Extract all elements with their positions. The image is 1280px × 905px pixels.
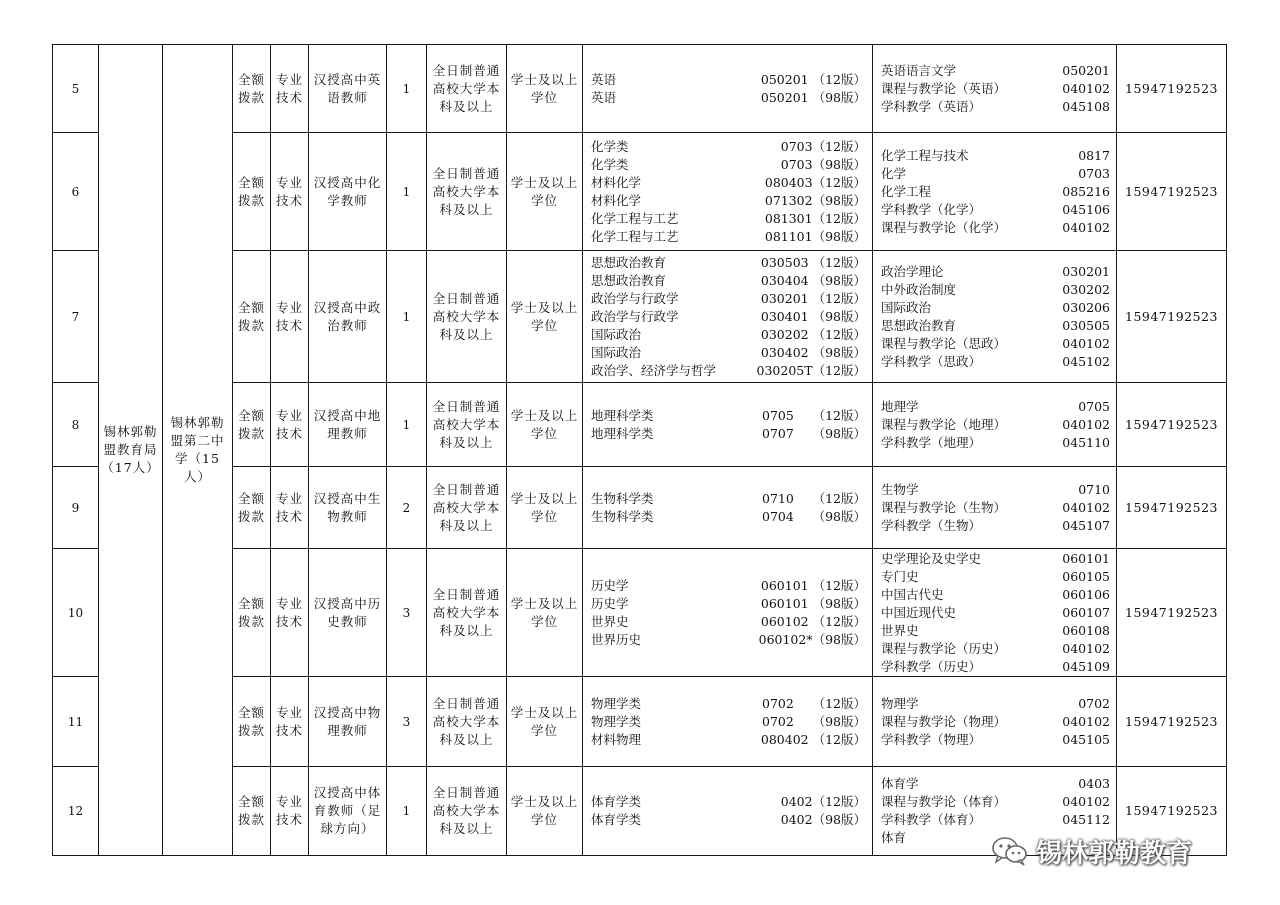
major-name: 地理科学类 xyxy=(591,425,654,441)
major-code: 0707 （98版） xyxy=(762,425,866,441)
major-name: 历史学 xyxy=(591,577,629,593)
position-name-cell: 汉授高中生物教师 xyxy=(309,467,387,549)
major-code: 050201 （98版） xyxy=(760,89,866,105)
major-item xyxy=(591,138,866,156)
major-code: 060106 xyxy=(1062,586,1110,602)
major-code: 060105 xyxy=(1062,568,1110,584)
major-name: 课程与教学论（化学） xyxy=(881,219,1007,235)
funding-cell: 全额拨款 xyxy=(233,133,271,251)
row-number: 11 xyxy=(53,677,99,767)
major-name: 课程与教学论（思政） xyxy=(881,335,1007,351)
major-item xyxy=(881,416,1110,434)
major-item xyxy=(591,308,866,326)
contact-phone: 15947192523 xyxy=(1117,251,1227,383)
major-item xyxy=(591,811,866,829)
major-name: 政治学理论 xyxy=(881,263,944,279)
funding-cell: 全额拨款 xyxy=(233,251,271,383)
major-code: 030505 xyxy=(1062,317,1110,333)
major-name: 学科教学（思政） xyxy=(881,353,982,369)
major-name: 世界史 xyxy=(591,613,629,629)
undergrad-majors-cell xyxy=(583,549,873,677)
major-code: 060102 （12版） xyxy=(760,613,866,629)
undergrad-majors-cell xyxy=(583,383,873,467)
major-name: 学科教学（历史） xyxy=(881,658,982,674)
major-item xyxy=(591,71,866,89)
major-name: 专门史 xyxy=(881,568,919,584)
major-name: 学科教学（物理） xyxy=(881,731,982,747)
major-code: 0703（98版） xyxy=(780,156,866,172)
major-name: 课程与教学论（历史） xyxy=(881,640,1007,656)
major-code: 045107 xyxy=(1062,517,1110,533)
postgrad-majors-cell xyxy=(873,133,1117,251)
major-item xyxy=(881,183,1110,201)
major-item xyxy=(591,577,866,595)
major-code: 040102 xyxy=(1062,499,1110,515)
major-name: 学科教学（化学） xyxy=(881,201,982,217)
postgrad-majors-cell xyxy=(873,549,1117,677)
major-name: 化学类 xyxy=(591,138,629,154)
row-number: 7 xyxy=(53,251,99,383)
major-item xyxy=(591,731,866,749)
major-code: 060107 xyxy=(1062,604,1110,620)
contact-phone: 15947192523 xyxy=(1117,677,1227,767)
major-name: 政治学、经济学与哲学 xyxy=(591,362,717,378)
major-item xyxy=(881,586,1110,604)
major-code: 0703 xyxy=(1078,165,1110,181)
major-name: 思想政治教育 xyxy=(881,317,957,333)
major-code: 045112 xyxy=(1062,812,1110,827)
major-item xyxy=(881,550,1110,568)
major-item xyxy=(881,317,1110,335)
contact-phone: 15947192523 xyxy=(1117,383,1227,467)
major-code: 0710 xyxy=(1078,481,1110,497)
major-item xyxy=(591,631,866,649)
major-name: 学科教学（体育） xyxy=(881,812,982,827)
major-code: 080402 （12版） xyxy=(760,731,866,747)
unit-cell: 锡林郭勒盟教育局（17人） xyxy=(99,45,163,856)
major-item xyxy=(881,517,1110,535)
major-item xyxy=(881,811,1110,829)
major-code: 040102 xyxy=(1062,416,1110,432)
major-name: 材料物理 xyxy=(591,731,642,747)
major-code: 080403（12版） xyxy=(764,174,866,190)
headcount-cell: 1 xyxy=(387,251,427,383)
major-code: 030206 xyxy=(1062,299,1110,315)
wechat-icon xyxy=(990,835,1030,867)
school-cell: 锡林郭勒盟第二中学（15人） xyxy=(163,45,233,856)
major-name: 课程与教学论（地理） xyxy=(881,416,1007,432)
major-item xyxy=(881,335,1110,353)
major-code: 0703（12版） xyxy=(780,138,866,154)
education-cell: 全日制普通高校大学本科及以上 xyxy=(427,251,507,383)
major-code: 081301（12版） xyxy=(764,210,866,226)
headcount-cell: 1 xyxy=(387,133,427,251)
undergrad-majors-cell xyxy=(583,251,873,383)
major-code: 045102 xyxy=(1062,353,1110,369)
major-item xyxy=(881,398,1110,416)
major-name: 思想政治教育 xyxy=(591,254,667,270)
major-code: 030202 （12版） xyxy=(760,326,866,342)
major-code: 0817 xyxy=(1078,147,1110,163)
major-name: 政治学与行政学 xyxy=(591,290,679,306)
major-name: 物理学类 xyxy=(591,713,642,729)
major-code: 060101 xyxy=(1062,550,1110,566)
position-type-cell: 专业技术 xyxy=(271,677,309,767)
major-code: 045110 xyxy=(1062,434,1110,450)
funding-cell: 全额拨款 xyxy=(233,677,271,767)
major-item xyxy=(881,62,1110,80)
major-name: 史学理论及史学史 xyxy=(881,550,982,566)
major-name: 生物学 xyxy=(881,481,919,497)
major-item xyxy=(591,695,866,713)
major-item xyxy=(591,425,866,443)
major-item xyxy=(881,604,1110,622)
major-code: 0402（12版） xyxy=(780,794,866,809)
major-item xyxy=(881,731,1110,749)
position-name-cell: 汉授高中历史教师 xyxy=(309,549,387,677)
major-name: 课程与教学论（英语） xyxy=(881,80,1007,96)
degree-cell: 学士及以上学位 xyxy=(507,549,583,677)
major-name: 地理学 xyxy=(881,398,919,414)
position-name-cell: 汉授高中化学教师 xyxy=(309,133,387,251)
degree-cell: 学士及以上学位 xyxy=(507,383,583,467)
major-code: 040102 xyxy=(1062,794,1110,809)
major-item xyxy=(591,254,866,272)
major-code: 030401 （98版） xyxy=(760,308,866,324)
postgrad-majors-cell xyxy=(873,251,1117,383)
major-name: 学科教学（地理） xyxy=(881,434,982,450)
major-item xyxy=(881,622,1110,640)
contact-phone: 15947192523 xyxy=(1117,767,1227,856)
major-code: 040102 xyxy=(1062,640,1110,656)
major-name: 中国古代史 xyxy=(881,586,944,602)
education-cell: 全日制普通高校大学本科及以上 xyxy=(427,45,507,133)
major-code: 030205T（12版） xyxy=(756,362,866,378)
position-type-cell: 专业技术 xyxy=(271,767,309,856)
degree-cell: 学士及以上学位 xyxy=(507,467,583,549)
major-name: 课程与教学论（生物） xyxy=(881,499,1007,515)
major-code: 030402 （98版） xyxy=(760,344,866,360)
major-name: 课程与教学论（物理） xyxy=(881,713,1007,729)
major-name: 中国近现代史 xyxy=(881,604,957,620)
major-code: 0702 （98版） xyxy=(762,713,866,729)
major-item xyxy=(591,272,866,290)
undergrad-majors-cell xyxy=(583,45,873,133)
postgrad-majors-cell xyxy=(873,677,1117,767)
watermark xyxy=(990,833,1192,869)
major-item xyxy=(881,658,1110,676)
headcount-cell: 2 xyxy=(387,467,427,549)
headcount-cell: 1 xyxy=(387,383,427,467)
major-item xyxy=(591,344,866,362)
contact-phone: 15947192523 xyxy=(1117,467,1227,549)
major-name: 体育学类 xyxy=(591,812,642,827)
major-item xyxy=(881,568,1110,586)
recruitment-table xyxy=(52,44,1227,856)
major-code: 030201 xyxy=(1062,263,1110,279)
major-name: 英语 xyxy=(591,71,617,87)
major-name: 世界史 xyxy=(881,622,919,638)
headcount-cell: 1 xyxy=(387,45,427,133)
major-code: 060101 （12版） xyxy=(760,577,866,593)
major-item xyxy=(881,481,1110,499)
major-item xyxy=(881,98,1110,116)
major-name: 学科教学（英语） xyxy=(881,98,982,114)
major-name: 国际政治 xyxy=(591,326,642,342)
position-type-cell: 专业技术 xyxy=(271,383,309,467)
headcount-cell: 3 xyxy=(387,677,427,767)
major-item xyxy=(881,775,1110,793)
major-item xyxy=(881,147,1110,165)
major-name: 物理学类 xyxy=(591,695,642,711)
major-item xyxy=(881,263,1110,281)
major-item xyxy=(591,362,866,380)
row-number: 8 xyxy=(53,383,99,467)
funding-cell: 全额拨款 xyxy=(233,383,271,467)
watermark-text: 锡林郭勒教育 xyxy=(1036,838,1193,869)
row-number: 9 xyxy=(53,467,99,549)
major-name: 国际政治 xyxy=(591,344,642,360)
major-item xyxy=(591,793,866,811)
major-name: 课程与教学论（体育） xyxy=(881,794,1007,809)
major-code: 0403 xyxy=(1078,776,1110,791)
major-code: 030404 （98版） xyxy=(760,272,866,288)
major-code: 045109 xyxy=(1062,658,1110,674)
contact-phone: 15947192523 xyxy=(1117,133,1227,251)
postgrad-majors-cell xyxy=(873,383,1117,467)
major-item xyxy=(881,201,1110,219)
funding-cell: 全额拨款 xyxy=(233,767,271,856)
degree-cell: 学士及以上学位 xyxy=(507,133,583,251)
row-number: 10 xyxy=(53,549,99,677)
row-number: 6 xyxy=(53,133,99,251)
undergrad-majors-cell xyxy=(583,467,873,549)
major-code: 030503 （12版） xyxy=(760,254,866,270)
major-item xyxy=(881,640,1110,658)
major-code: 060102*（98版） xyxy=(758,631,866,647)
major-name: 国际政治 xyxy=(881,299,932,315)
major-item xyxy=(591,89,866,107)
position-type-cell: 专业技术 xyxy=(271,549,309,677)
major-name: 化学工程与工艺 xyxy=(591,228,679,244)
major-code: 085216 xyxy=(1062,183,1110,199)
education-cell: 全日制普通高校大学本科及以上 xyxy=(427,767,507,856)
major-item xyxy=(591,290,866,308)
major-name: 体育学类 xyxy=(591,794,642,809)
position-type-cell: 专业技术 xyxy=(271,45,309,133)
education-cell: 全日制普通高校大学本科及以上 xyxy=(427,467,507,549)
position-name-cell: 汉授高中物理教师 xyxy=(309,677,387,767)
major-item xyxy=(881,434,1110,452)
position-type-cell: 专业技术 xyxy=(271,467,309,549)
major-code: 045106 xyxy=(1062,201,1110,217)
position-type-cell: 专业技术 xyxy=(271,251,309,383)
major-name: 生物科学类 xyxy=(591,508,654,524)
major-item xyxy=(881,281,1110,299)
major-name: 化学工程与技术 xyxy=(881,147,969,163)
major-name: 地理科学类 xyxy=(591,407,654,423)
major-item xyxy=(881,299,1110,317)
major-name: 英语 xyxy=(591,89,617,105)
undergrad-majors-cell xyxy=(583,677,873,767)
major-name: 政治学与行政学 xyxy=(591,308,679,324)
education-cell: 全日制普通高校大学本科及以上 xyxy=(427,549,507,677)
major-code: 040102 xyxy=(1062,713,1110,729)
degree-cell: 学士及以上学位 xyxy=(507,251,583,383)
major-name: 体育学 xyxy=(881,776,919,791)
funding-cell: 全额拨款 xyxy=(233,549,271,677)
degree-cell: 学士及以上学位 xyxy=(507,767,583,856)
major-name: 材料化学 xyxy=(591,192,642,208)
major-code: 045105 xyxy=(1062,731,1110,747)
major-code: 030202 xyxy=(1062,281,1110,297)
postgrad-majors-cell xyxy=(873,45,1117,133)
major-item xyxy=(881,219,1110,237)
table-row xyxy=(53,45,1227,133)
headcount-cell: 3 xyxy=(387,549,427,677)
major-code: 030201 （12版） xyxy=(760,290,866,306)
major-code: 040102 xyxy=(1062,80,1110,96)
degree-cell: 学士及以上学位 xyxy=(507,45,583,133)
major-code: 0702 （12版） xyxy=(762,695,866,711)
major-item xyxy=(881,165,1110,183)
funding-cell: 全额拨款 xyxy=(233,467,271,549)
major-name: 英语语言文学 xyxy=(881,62,957,78)
major-item xyxy=(881,695,1110,713)
major-item xyxy=(881,793,1110,811)
contact-phone: 15947192523 xyxy=(1117,549,1227,677)
major-code: 060101 （98版） xyxy=(760,595,866,611)
major-item xyxy=(591,210,866,228)
major-name: 生物科学类 xyxy=(591,490,654,506)
degree-cell: 学士及以上学位 xyxy=(507,677,583,767)
major-item xyxy=(591,407,866,425)
major-item xyxy=(881,713,1110,731)
major-item xyxy=(881,499,1110,517)
major-name: 化学工程与工艺 xyxy=(591,210,679,226)
major-code: 071302（98版） xyxy=(764,192,866,208)
major-item xyxy=(881,353,1110,371)
major-name: 思想政治教育 xyxy=(591,272,667,288)
major-code: 050201 （12版） xyxy=(760,71,866,87)
major-name: 世界历史 xyxy=(591,631,642,647)
major-name: 化学 xyxy=(881,165,907,181)
major-code: 0705 （12版） xyxy=(762,407,866,423)
position-name-cell: 汉授高中政治教师 xyxy=(309,251,387,383)
major-code: 040102 xyxy=(1062,335,1110,351)
major-name: 化学工程 xyxy=(881,183,932,199)
position-name-cell: 汉授高中地理教师 xyxy=(309,383,387,467)
undergrad-majors-cell xyxy=(583,767,873,856)
contact-phone: 15947192523 xyxy=(1117,45,1227,133)
headcount-cell: 1 xyxy=(387,767,427,856)
major-code: 045108 xyxy=(1062,98,1110,114)
major-item xyxy=(591,192,866,210)
major-name: 历史学 xyxy=(591,595,629,611)
education-cell: 全日制普通高校大学本科及以上 xyxy=(427,383,507,467)
major-code: 060108 xyxy=(1062,622,1110,638)
funding-cell: 全额拨款 xyxy=(233,45,271,133)
major-item xyxy=(591,595,866,613)
undergrad-majors-cell xyxy=(583,133,873,251)
major-item xyxy=(591,174,866,192)
postgrad-majors-cell xyxy=(873,467,1117,549)
major-code: 0704 （98版） xyxy=(762,508,866,524)
major-item xyxy=(591,326,866,344)
position-type-cell: 专业技术 xyxy=(271,133,309,251)
major-item xyxy=(881,80,1110,98)
major-item xyxy=(591,490,866,508)
major-item xyxy=(591,156,866,174)
major-name: 学科教学（生物） xyxy=(881,517,982,533)
major-item xyxy=(591,713,866,731)
position-name-cell: 汉授高中英语教师 xyxy=(309,45,387,133)
major-item xyxy=(591,613,866,631)
major-item xyxy=(591,508,866,526)
major-code: 0710 （12版） xyxy=(762,490,866,506)
major-code: 081101（98版） xyxy=(764,228,866,244)
major-code: 0705 xyxy=(1078,398,1110,414)
education-cell: 全日制普通高校大学本科及以上 xyxy=(427,133,507,251)
major-code: 0702 xyxy=(1078,695,1110,711)
position-name-cell: 汉授高中体育教师（足球方向） xyxy=(309,767,387,856)
major-name: 材料化学 xyxy=(591,174,642,190)
major-name: 化学类 xyxy=(591,156,629,172)
major-name: 中外政治制度 xyxy=(881,281,957,297)
major-name: 体育 xyxy=(881,830,907,845)
row-number: 12 xyxy=(53,767,99,856)
row-number: 5 xyxy=(53,45,99,133)
major-name: 物理学 xyxy=(881,695,919,711)
major-item xyxy=(591,228,866,246)
major-code: 040102 xyxy=(1062,219,1110,235)
major-code: 0402（98版） xyxy=(780,812,866,827)
education-cell: 全日制普通高校大学本科及以上 xyxy=(427,677,507,767)
major-code: 050201 xyxy=(1062,62,1110,78)
